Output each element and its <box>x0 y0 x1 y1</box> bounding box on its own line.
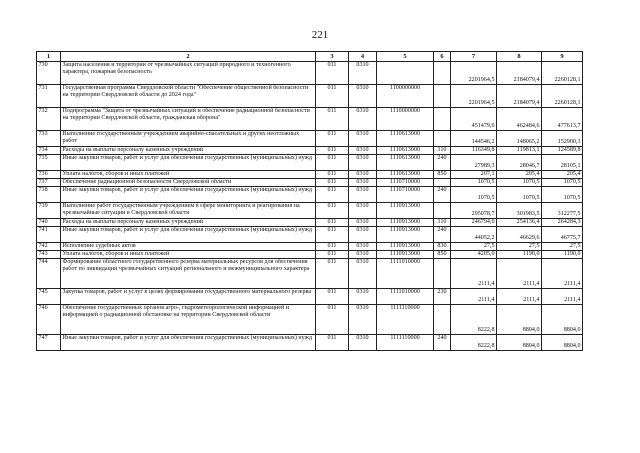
table-row <box>37 179 583 187</box>
target-article-code: 1110913000 <box>377 219 434 227</box>
section-code: 0310 <box>349 259 377 289</box>
row-number: 730 <box>37 62 61 85</box>
table-row <box>37 227 583 243</box>
amount-col-9: 2111,4 <box>542 289 583 305</box>
ministry-code: 011 <box>316 85 349 108</box>
amount-col-9: 1070,5 <box>542 187 583 203</box>
table-row <box>37 259 583 289</box>
expense-type-code: 240 <box>434 227 451 243</box>
ministry-code: 011 <box>316 131 349 147</box>
expense-type-code: 230 <box>434 289 451 305</box>
ministry-code: 011 <box>316 219 349 227</box>
expense-type-code: 240 <box>434 187 451 203</box>
amount-col-8: 119813,1 <box>497 147 542 155</box>
table-row <box>37 85 583 108</box>
expense-type-code <box>434 259 451 289</box>
amount-col-7: 4205,0 <box>451 251 497 259</box>
expense-type-code: 110 <box>434 147 451 155</box>
amount-col-9: 2260128,1 <box>542 62 583 85</box>
ministry-code: 011 <box>316 155 349 171</box>
amount-col-7: 27989,3 <box>451 155 497 171</box>
row-name: Обеспечение государственных органов агро-, гидрометеорологической информацией и информацией о радиационной обстановке на территории Свердловской области <box>61 305 316 335</box>
amount-col-9: 8804,0 <box>542 335 583 351</box>
section-code: 0310 <box>349 305 377 335</box>
column-header: 3 <box>316 52 349 62</box>
page-number: 221 <box>311 29 329 41</box>
ministry-code: 011 <box>316 243 349 251</box>
amount-col-8: 2111,4 <box>497 259 542 289</box>
amount-col-8: 254136,4 <box>497 219 542 227</box>
expense-type-code: 850 <box>434 171 451 179</box>
table-row <box>37 171 583 179</box>
table-row <box>37 62 583 85</box>
expense-type-code <box>434 179 451 187</box>
row-number: 745 <box>37 289 61 305</box>
expense-type-code: 110 <box>434 219 451 227</box>
amount-col-7: 2201964,5 <box>451 85 497 108</box>
column-header: 6 <box>434 52 451 62</box>
ministry-code: 011 <box>316 305 349 335</box>
section-code: 0310 <box>349 219 377 227</box>
amount-col-7: 27,5 <box>451 243 497 251</box>
column-header: 7 <box>451 52 497 62</box>
row-number: 743 <box>37 251 61 259</box>
section-code: 0310 <box>349 62 377 85</box>
expense-type-code <box>434 131 451 147</box>
ministry-code: 011 <box>316 179 349 187</box>
amount-col-8: 1190,0 <box>497 251 542 259</box>
amount-col-8: 46629,6 <box>497 227 542 243</box>
ministry-code: 011 <box>316 335 349 351</box>
target-article-code: 1110613000 <box>377 155 434 171</box>
amount-col-7: 44052,2 <box>451 227 497 243</box>
amount-col-7: 1070,5 <box>451 179 497 187</box>
row-number: 732 <box>37 108 61 131</box>
row-number: 746 <box>37 305 61 335</box>
amount-col-7: 2111,4 <box>451 289 497 305</box>
table-row <box>37 305 583 335</box>
table-row <box>37 243 583 251</box>
row-name: Обеспечение радиационной безопасности Свердловской области <box>61 179 316 187</box>
amount-col-9: 8804,0 <box>542 305 583 335</box>
row-name: Расходы на выплаты персоналу казенных учреждений <box>61 147 316 155</box>
section-code: 0310 <box>349 187 377 203</box>
table-row <box>37 203 583 219</box>
table-row <box>37 335 583 351</box>
amount-col-9: 2111,4 <box>542 259 583 289</box>
section-code: 0310 <box>349 251 377 259</box>
section-code: 0310 <box>349 147 377 155</box>
amount-col-9: 205,4 <box>542 171 583 179</box>
amount-col-7: 144546,2 <box>451 131 497 147</box>
row-number: 737 <box>37 179 61 187</box>
row-name: Расходы на выплаты персоналу казенных учреждений <box>61 219 316 227</box>
column-header: 4 <box>349 52 377 62</box>
column-header: 8 <box>497 52 542 62</box>
row-name: Государственная программа Свердловской области "Обеспечение общественной безопасности на территории Свердловской области до 2024 года" <box>61 85 316 108</box>
row-number: 733 <box>37 131 61 147</box>
budget-table <box>36 51 583 351</box>
amount-col-7: 295078,7 <box>451 203 497 219</box>
amount-col-7: 2111,4 <box>451 259 497 289</box>
table-header-row <box>37 52 583 62</box>
target-article-code: 1100000000 <box>377 85 434 108</box>
target-article-code: 1110913000 <box>377 251 434 259</box>
amount-col-8: 301983,5 <box>497 203 542 219</box>
amount-col-9: 46775,7 <box>542 227 583 243</box>
section-code: 0310 <box>349 108 377 131</box>
target-article-code: 1111010000 <box>377 259 434 289</box>
table-row <box>37 147 583 155</box>
target-article-code: 1111010000 <box>377 289 434 305</box>
section-code: 0310 <box>349 179 377 187</box>
section-code: 0310 <box>349 289 377 305</box>
row-number: 747 <box>37 335 61 351</box>
target-article-code: 1110613000 <box>377 147 434 155</box>
amount-col-9: 1190,0 <box>542 251 583 259</box>
amount-col-9: 27,5 <box>542 243 583 251</box>
amount-col-7: 1070,5 <box>451 187 497 203</box>
row-name: Формирование областного государственного резерва материальных ресурсов для обеспечения работ по ликвидации чрезвычайных ситуаций регионального и межмуниципального характера <box>61 259 316 289</box>
target-article-code: 1110613000 <box>377 131 434 147</box>
row-name: Уплата налогов, сборов и иных платежей <box>61 251 316 259</box>
expense-type-code <box>434 108 451 131</box>
row-name: Подпрограмма "Защита от чрезвычайных ситуаций и обеспечение радиационной безопасности на территории Свердловской области, гражданская оборона" <box>61 108 316 131</box>
row-number: 744 <box>37 259 61 289</box>
section-code: 0310 <box>349 203 377 219</box>
ministry-code: 011 <box>316 289 349 305</box>
amount-col-7: 451479,6 <box>451 108 497 131</box>
section-code: 0310 <box>349 131 377 147</box>
row-name: Иные закупки товаров, работ и услуг для обеспечения государственных (муниципальных) нужд <box>61 335 316 351</box>
expense-type-code: 240 <box>434 155 451 171</box>
amount-col-7: 207,1 <box>451 171 497 179</box>
row-name: Иные закупки товаров, работ и услуг для обеспечения государственных (муниципальных) нужд <box>61 155 316 171</box>
ministry-code: 011 <box>316 108 349 131</box>
amount-col-8: 148065,2 <box>497 131 542 147</box>
row-number: 731 <box>37 85 61 108</box>
amount-col-8: 8804,0 <box>497 305 542 335</box>
amount-col-7: 246794,0 <box>451 219 497 227</box>
amount-col-9: 124589,8 <box>542 147 583 155</box>
amount-col-8: 1070,5 <box>497 187 542 203</box>
amount-col-8: 2111,4 <box>497 289 542 305</box>
ministry-code: 011 <box>316 203 349 219</box>
amount-col-8: 2184079,4 <box>497 85 542 108</box>
target-article-code: 1110913000 <box>377 227 434 243</box>
column-header: 2 <box>61 52 316 62</box>
expense-type-code: 240 <box>434 335 451 351</box>
amount-col-8: 1070,5 <box>497 179 542 187</box>
target-article-code: 1110710000 <box>377 187 434 203</box>
row-number: 735 <box>37 155 61 171</box>
amount-col-9: 477613,7 <box>542 108 583 131</box>
amount-col-8: 2184079,4 <box>497 62 542 85</box>
table-row <box>37 251 583 259</box>
target-article-code: 1110913000 <box>377 243 434 251</box>
amount-col-9: 312277,5 <box>542 203 583 219</box>
row-number: 739 <box>37 203 61 219</box>
row-number: 742 <box>37 243 61 251</box>
row-name: Защита населения и территории от чрезвычайных ситуаций природного и техногенного характера, пожарная безопасность <box>61 62 316 85</box>
amount-col-9: 1070,5 <box>542 179 583 187</box>
table-row <box>37 289 583 305</box>
ministry-code: 011 <box>316 259 349 289</box>
table-row <box>37 155 583 171</box>
row-name: Иные закупки товаров, работ и услуг для обеспечения государственных (муниципальных) нужд <box>61 227 316 243</box>
ministry-code: 011 <box>316 62 349 85</box>
ministry-code: 011 <box>316 251 349 259</box>
target-article-code: 1111110000 <box>377 305 434 335</box>
section-code: 0310 <box>349 227 377 243</box>
expense-type-code <box>434 203 451 219</box>
ministry-code: 011 <box>316 171 349 179</box>
section-code: 0310 <box>349 85 377 108</box>
row-number: 741 <box>37 227 61 243</box>
amount-col-8: 27,5 <box>497 243 542 251</box>
row-number: 734 <box>37 147 61 155</box>
table-row <box>37 187 583 203</box>
target-article-code: 1110913000 <box>377 203 434 219</box>
section-code: 0310 <box>349 335 377 351</box>
expense-type-code <box>434 62 451 85</box>
column-header: 1 <box>37 52 61 62</box>
row-name: Иные закупки товаров, работ и услуг для обеспечения государственных (муниципальных) нужд <box>61 187 316 203</box>
amount-col-9: 152900,3 <box>542 131 583 147</box>
target-article-code <box>377 62 434 85</box>
target-article-code: 1111110000 <box>377 335 434 351</box>
target-article-code: 1110710000 <box>377 179 434 187</box>
amount-col-7: 2201964,5 <box>451 62 497 85</box>
amount-col-9: 264284,3 <box>542 219 583 227</box>
target-article-code: 1110000000 <box>377 108 434 131</box>
row-name: Выполнение работ государственным учреждением в сфере мониторинга и реагирования на чрезвычайные ситуации в Свердловской области <box>61 203 316 219</box>
amount-col-8: 8804,0 <box>497 335 542 351</box>
row-name: Уплата налогов, сборов и иных платежей <box>61 171 316 179</box>
section-code: 0310 <box>349 155 377 171</box>
section-code: 0310 <box>349 171 377 179</box>
amount-col-7: 116349,8 <box>451 147 497 155</box>
row-name: Закупка товаров, работ и услуг в целях формирования государственного материального резерва <box>61 289 316 305</box>
amount-col-9: 2260128,1 <box>542 85 583 108</box>
expense-type-code <box>434 85 451 108</box>
column-header: 5 <box>377 52 434 62</box>
row-number: 740 <box>37 219 61 227</box>
amount-col-8: 462484,6 <box>497 108 542 131</box>
amount-col-9: 28105,1 <box>542 155 583 171</box>
amount-col-8: 205,4 <box>497 171 542 179</box>
ministry-code: 011 <box>316 227 349 243</box>
amount-col-7: 8222,8 <box>451 305 497 335</box>
table-row <box>37 219 583 227</box>
row-number: 736 <box>37 171 61 179</box>
section-code: 0310 <box>349 243 377 251</box>
column-header: 9 <box>542 52 583 62</box>
row-number: 738 <box>37 187 61 203</box>
row-name: Исполнение судебных актов <box>61 243 316 251</box>
table-row <box>37 108 583 131</box>
expense-type-code: 850 <box>434 251 451 259</box>
table-row <box>37 131 583 147</box>
row-name: Выполнение государственным учреждением аварийно-спасательных и других неотложных работ <box>61 131 316 147</box>
expense-type-code: 830 <box>434 243 451 251</box>
expense-type-code <box>434 305 451 335</box>
amount-col-8: 28046,7 <box>497 155 542 171</box>
target-article-code: 1110613000 <box>377 171 434 179</box>
ministry-code: 011 <box>316 147 349 155</box>
amount-col-7: 8222,8 <box>451 335 497 351</box>
ministry-code: 011 <box>316 187 349 203</box>
